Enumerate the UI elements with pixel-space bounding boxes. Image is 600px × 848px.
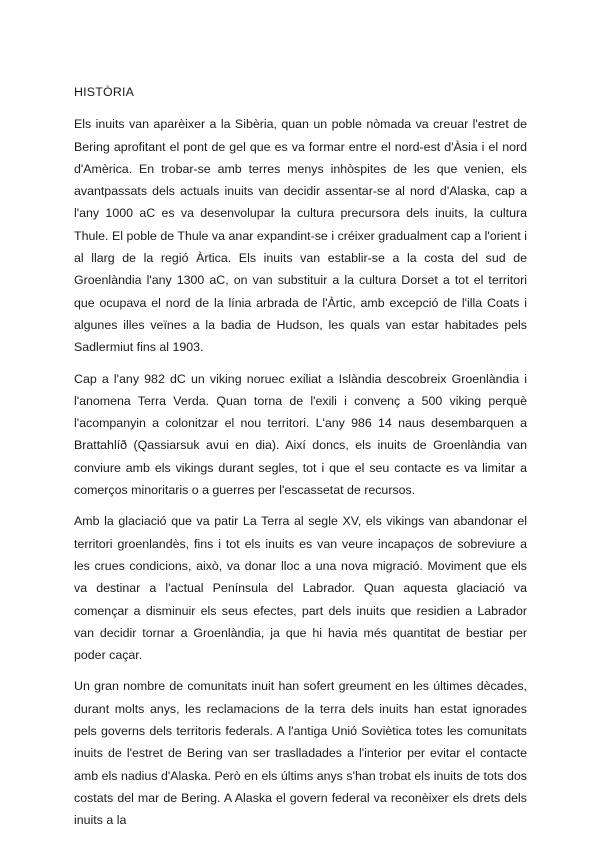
paragraph-vikings: Cap a l'any 982 dC un viking noruec exiliat a Islàndia descobreix Groenlàndia i l'anomena Terra Verda. Quan torna de l'exili i convenç a 500 viking perquè l'acompanyin a colonitzar el nou territori. L'any 986 14 naus desembarquen a Brattahlíð (Qassiarsuk avui en dia). Així doncs, els inuits de Groenlàndia van conviure amb els vikings durant segles, tot i que el seu contacte es va limitar a comerços minoritaris o a guerres per l'escassetat de recursos.	[74, 371, 527, 498]
paragraph-origins: Els inuits van aparèixer a la Sibèria, quan un poble nòmada va creuar l'estret de Bering aprofitant el pont de gel que es va formar entre el nord-est d'Àsia i el nord d'Amèrica. En trobar-se amb terres menys inhòspites de les que venien, els avantpassats dels actuals inuits van decidir assentar-se al nord d'Alaska, cap a l'any 1000 aC es va desenvolupar la cultura precursora dels inuits, la cultura Thule. El poble de Thule va anar expandint-se i créixer gradualment cap a l'orient i al llarg de la regió Àrtica. Els inuits van establir-se a la costa del sud de Groenlàndia l'any 1300 aC, on van substituir a la cultura Dorset a tot el territori que ocupava el nord de la línia arbrada de l'Àrtic, amb excepció de l'illa Coats i algunes illes veïnes a la badia de Hudson, les quals van estar habitades pels Sadlermiut fins al 1903.	[74, 117, 527, 355]
paragraph-glaciation: Amb la glaciació que va patir La Terra al segle XV, els vikings van abandonar el territori groenlandès, fins i tot els inuits es van veure incapaços de sobreviure a les crues condicions, això, va donar lloc a una nova migració. Moviment que els va destinar a l'actual Península del Labrador. Quan aquesta glaciació va començar a disminuir els seus efectes, part dels inuits que residien a Labrador van decidir tornar a Groenlàndia, ja que hi havia més quantitat de bestiar per poder caçar.	[74, 514, 527, 663]
section-heading: HISTÒRIA	[74, 85, 135, 99]
document-body	[74, 81, 527, 841]
paragraph-modern-communities: Un gran nombre de comunitats inuit han sofert greument en les últimes dècades, durant molts anys, les reclamacions de la terra dels inuits han estat ignorades pels governs dels territoris federals. A l'antiga Unió Soviètica totes les comunitats inuits de l'estret de Bering van ser traslladades a l'interior per evitar el contacte amb els nadius d'Alaska. Però en els últims anys s'han trobat els inuits de tots dos costats del mar de Bering. A Alaska el govern federal va reconèixer els drets dels inuits a la	[74, 679, 527, 828]
